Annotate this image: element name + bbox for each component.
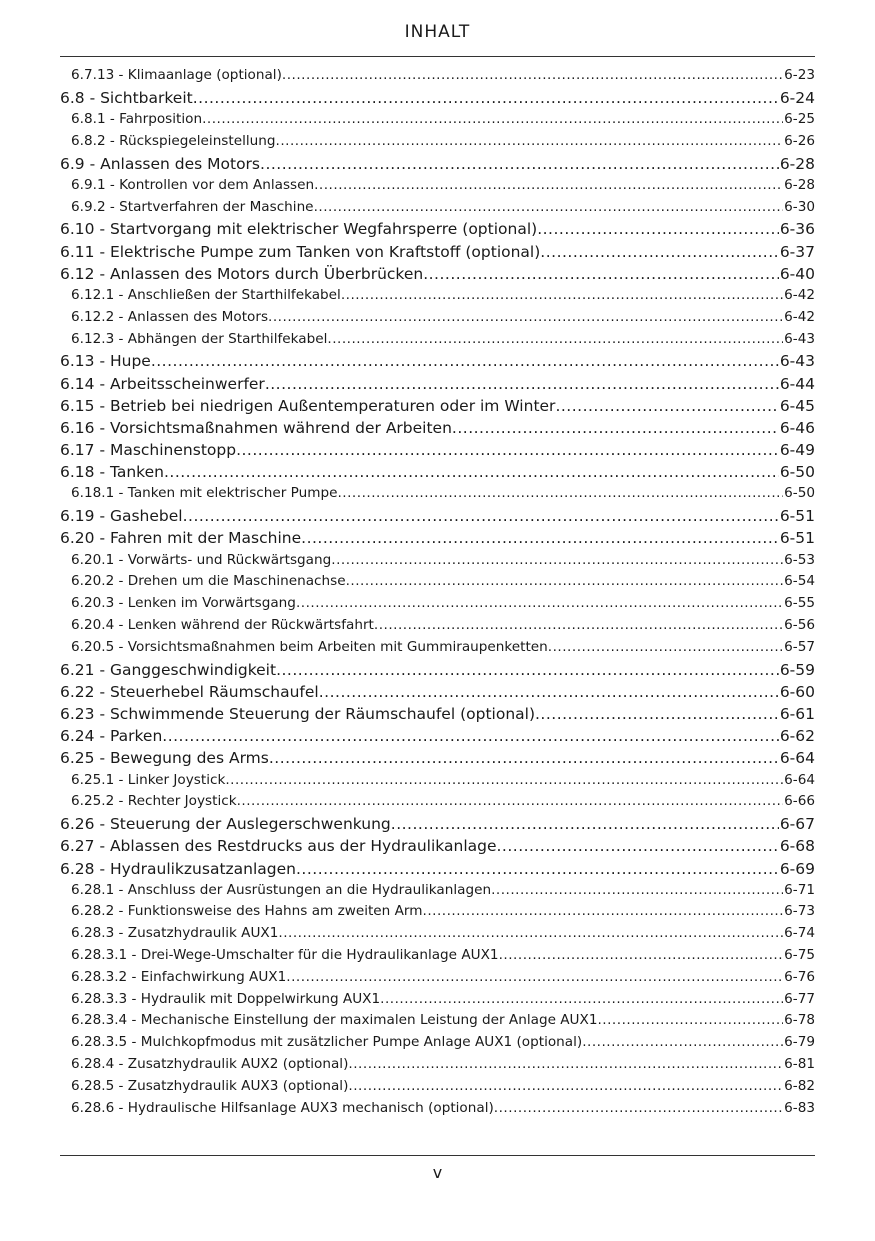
- toc-entry-title: 6.25.1 - Linker Joystick: [71, 771, 226, 788]
- toc-entry[interactable]: [60, 837, 815, 859]
- toc-entry-page: 6-74: [784, 925, 815, 942]
- dot-leader: [276, 133, 784, 149]
- table-of-contents: [60, 67, 815, 1121]
- toc-entry-title: 6.12 - Anlassen des Motors durch Überbrücken: [60, 264, 424, 283]
- toc-entry[interactable]: [60, 947, 815, 969]
- toc-entry-title: 6.28 - Hydraulikzusatzanlagen: [60, 859, 296, 878]
- toc-entry[interactable]: [60, 309, 815, 331]
- toc-entry[interactable]: [60, 133, 815, 155]
- toc-entry-title: 6.20.4 - Lenken während der Rückwärtsfahrt: [71, 617, 374, 633]
- toc-entry-page: 6-73: [784, 903, 815, 920]
- dot-leader: [269, 749, 779, 767]
- toc-entry-page: 6-44: [779, 374, 815, 393]
- toc-entry-page: 6-60: [779, 682, 815, 701]
- toc-entry-title: 6.18.1 - Tanken mit elektrischer Pumpe: [71, 485, 338, 502]
- toc-entry-title: 6.26 - Steuerung der Auslegerschwenkung: [60, 815, 391, 834]
- dot-leader: [164, 463, 779, 481]
- toc-entry-page: 6-23: [784, 67, 815, 83]
- toc-entry-page: 6-62: [779, 727, 815, 746]
- toc-entry[interactable]: [60, 89, 815, 111]
- toc-entry-page: 6-37: [779, 242, 815, 261]
- toc-entry-title: 6.8.1 - Fahrposition: [71, 110, 203, 127]
- dot-leader: [499, 947, 784, 963]
- toc-entry-page: 6-53: [784, 551, 815, 568]
- dot-leader: [265, 375, 779, 393]
- toc-entry[interactable]: [60, 749, 815, 771]
- dot-leader: [331, 552, 783, 568]
- toc-entry[interactable]: [60, 1012, 815, 1034]
- dot-leader: [423, 903, 784, 919]
- toc-entry-page: 6-51: [779, 507, 815, 526]
- dot-leader: [341, 287, 783, 303]
- dot-leader: [276, 661, 779, 679]
- toc-entry-title: 6.11 - Elektrische Pumpe zum Tanken von Kraftstoff (optional): [60, 242, 541, 261]
- toc-entry-title: 6.25.2 - Rechter Joystick: [71, 793, 237, 810]
- toc-entry-title: 6.25 - Bewegung des Arms: [60, 749, 269, 768]
- toc-entry-title: 6.28.3.2 - Einfachwirkung AUX1: [71, 968, 287, 985]
- toc-entry-title: 6.20.3 - Lenken im Vorwärtsgang: [71, 595, 296, 612]
- toc-entry-title: 6.28.3.1 - Drei-Wege-Umschalter für die Hydraulikanlage AUX1: [71, 947, 499, 964]
- dot-leader: [537, 220, 779, 238]
- toc-entry-title: 6.28.5 - Zusatzhydraulik AUX3 (optional): [71, 1077, 349, 1094]
- dot-leader: [597, 1012, 783, 1028]
- toc-entry-title: 6.27 - Ablassen des Restdrucks aus der Hydraulikanlage: [60, 837, 497, 856]
- dot-leader: [348, 1078, 783, 1094]
- dot-leader: [282, 67, 783, 83]
- dot-leader: [260, 155, 779, 173]
- toc-entry[interactable]: [60, 661, 815, 683]
- dot-leader: [548, 639, 783, 655]
- dot-leader: [423, 265, 779, 283]
- dot-leader: [286, 969, 783, 985]
- dot-leader: [380, 991, 783, 1007]
- dot-leader: [540, 243, 779, 261]
- toc-entry-page: 6-57: [784, 638, 815, 655]
- dot-leader: [327, 331, 783, 347]
- toc-entry-page: 6-46: [779, 418, 815, 437]
- toc-entry-page: 6-75: [784, 947, 815, 964]
- dot-leader: [348, 1056, 783, 1072]
- toc-entry[interactable]: [60, 1034, 815, 1056]
- toc-entry[interactable]: [60, 220, 815, 242]
- toc-entry-page: 6-78: [784, 1012, 815, 1029]
- page-number: v: [432, 1163, 443, 1182]
- toc-entry-page: 6-68: [779, 837, 815, 856]
- dot-leader: [202, 111, 783, 127]
- toc-entry[interactable]: [60, 595, 815, 617]
- toc-entry[interactable]: [60, 860, 815, 882]
- toc-entry-title: 6.9 - Anlassen des Motors: [60, 154, 261, 173]
- dot-leader: [346, 573, 784, 589]
- toc-entry[interactable]: [60, 772, 815, 794]
- dot-leader: [582, 1034, 783, 1050]
- toc-entry-page: 6-64: [779, 749, 815, 768]
- toc-entry-title: 6.18 - Tanken: [60, 463, 164, 482]
- toc-entry[interactable]: [60, 925, 815, 947]
- toc-entry-title: 6.20.5 - Vorsichtsmaßnahmen beim Arbeiten mit Gummiraupenketten: [71, 638, 548, 655]
- dot-leader: [296, 595, 783, 611]
- toc-entry[interactable]: [60, 485, 815, 507]
- toc-entry-title: 6.28.3.5 - Mulchkopfmodus mit zusätzlicher Pumpe Anlage AUX1 (optional): [71, 1034, 583, 1051]
- toc-entry-page: 6-25: [784, 110, 815, 127]
- dot-leader: [494, 1100, 783, 1116]
- dot-leader: [497, 837, 779, 855]
- dot-leader: [236, 441, 779, 459]
- toc-entry[interactable]: [60, 463, 815, 485]
- toc-entry-title: 6.23 - Schwimmende Steuerung der Räumschaufel (optional): [60, 704, 535, 723]
- footer-divider: [60, 1155, 815, 1156]
- dot-leader: [314, 177, 783, 193]
- toc-entry-page: 6-50: [779, 463, 815, 482]
- toc-entry-title: 6.12.2 - Anlassen des Motors: [71, 308, 269, 325]
- dot-leader: [278, 925, 783, 941]
- dot-leader: [183, 507, 779, 525]
- toc-entry[interactable]: [60, 617, 815, 639]
- toc-entry-title: 6.14 - Arbeitsscheinwerfer: [60, 374, 265, 393]
- toc-entry-page: 6-81: [784, 1056, 815, 1073]
- toc-entry[interactable]: [60, 419, 815, 441]
- toc-entry[interactable]: [60, 67, 815, 89]
- dot-leader: [162, 727, 779, 745]
- toc-entry-page: 6-43: [779, 352, 815, 371]
- toc-entry[interactable]: [60, 155, 815, 177]
- toc-entry[interactable]: [60, 793, 815, 815]
- toc-entry[interactable]: [60, 573, 815, 595]
- toc-entry[interactable]: [60, 639, 815, 661]
- toc-entry-title: 6.8.2 - Rückspiegeleinstellung: [71, 132, 276, 149]
- toc-entry-title: 6.9.2 - Startverfahren der Maschine: [71, 198, 314, 215]
- dot-leader: [319, 683, 779, 701]
- page-header: INHALT: [404, 22, 471, 42]
- toc-entry-page: 6-50: [784, 485, 815, 502]
- toc-entry-title: 6.7.13 - Klimaanlage (optional): [71, 67, 282, 83]
- toc-entry-title: 6.19 - Gashebel: [60, 507, 183, 526]
- toc-entry-page: 6-69: [779, 859, 815, 878]
- toc-entry[interactable]: [60, 507, 815, 529]
- toc-entry-title: 6.10 - Startvorgang mit elektrischer Wegfahrsperre (optional): [60, 220, 538, 239]
- toc-entry[interactable]: [60, 815, 815, 837]
- dot-leader: [452, 419, 779, 437]
- toc-entry-page: 6-64: [784, 771, 815, 788]
- toc-entry-title: 6.28.3 - Zusatzhydraulik AUX1: [71, 925, 279, 942]
- dot-leader: [374, 617, 783, 633]
- toc-entry[interactable]: [60, 1056, 815, 1078]
- toc-entry[interactable]: [60, 1100, 815, 1122]
- toc-entry-title: 6.9.1 - Kontrollen vor dem Anlassen: [71, 176, 315, 193]
- toc-entry-page: 6-26: [784, 132, 815, 149]
- toc-entry-title: 6.12.1 - Anschließen der Starthilfekabel: [71, 286, 341, 303]
- toc-entry-page: 6-56: [784, 617, 815, 633]
- dot-leader: [314, 199, 784, 215]
- toc-entry-page: 6-42: [784, 308, 815, 325]
- toc-entry[interactable]: [60, 243, 815, 265]
- toc-entry-page: 6-71: [784, 881, 815, 898]
- toc-entry-title: 6.28.1 - Anschluss der Ausrüstungen an die Hydraulikanlagen: [71, 881, 492, 898]
- toc-entry-page: 6-43: [784, 330, 815, 347]
- dot-leader: [193, 89, 779, 107]
- toc-entry-page: 6-45: [779, 396, 815, 415]
- dot-leader: [237, 793, 784, 809]
- dot-leader: [555, 397, 778, 415]
- dot-leader: [268, 309, 783, 325]
- toc-entry[interactable]: [60, 552, 815, 574]
- toc-entry-page: 6-67: [779, 815, 815, 834]
- toc-entry-title: 6.20.1 - Vorwärts- und Rückwärtsgang: [71, 551, 332, 568]
- toc-entry[interactable]: [60, 1078, 815, 1100]
- toc-entry-title: 6.28.3.4 - Mechanische Einstellung der maximalen Leistung der Anlage AUX1: [71, 1012, 598, 1029]
- toc-entry-title: 6.20 - Fahren mit der Maschine: [60, 529, 302, 548]
- toc-entry-title: 6.28.3.3 - Hydraulik mit Doppelwirkung AUX1: [71, 990, 381, 1007]
- dot-leader: [151, 352, 779, 370]
- toc-entry[interactable]: [60, 705, 815, 727]
- toc-entry[interactable]: [60, 903, 815, 925]
- toc-entry-page: 6-54: [784, 573, 815, 590]
- toc-entry-page: 6-83: [784, 1099, 815, 1116]
- toc-entry-page: 6-49: [779, 441, 815, 460]
- toc-entry-title: 6.21 - Ganggeschwindigkeit: [60, 660, 277, 679]
- toc-entry[interactable]: [60, 991, 815, 1013]
- toc-entry[interactable]: [60, 727, 815, 749]
- toc-entry-title: 6.24 - Parken: [60, 727, 163, 746]
- toc-entry-page: 6-36: [779, 220, 815, 239]
- toc-entry-page: 6-79: [784, 1034, 815, 1051]
- toc-entry[interactable]: [60, 683, 815, 705]
- dot-leader: [391, 815, 779, 833]
- toc-entry-title: 6.28.2 - Funktionsweise des Hahns am zweiten Arm: [71, 903, 423, 920]
- header-divider: [60, 56, 815, 57]
- toc-entry-title: 6.28.6 - Hydraulische Hilfsanlage AUX3 mechanisch (optional): [71, 1099, 494, 1116]
- toc-entry-title: 6.8 - Sichtbarkeit: [60, 88, 193, 107]
- toc-entry-title: 6.28.4 - Zusatzhydraulik AUX2 (optional): [71, 1056, 349, 1073]
- dot-leader: [491, 882, 783, 898]
- toc-entry-page: 6-42: [784, 286, 815, 303]
- toc-entry-page: 6-82: [784, 1077, 815, 1094]
- toc-entry[interactable]: [60, 441, 815, 463]
- toc-entry-page: 6-30: [784, 198, 815, 215]
- toc-entry[interactable]: [60, 352, 815, 374]
- dot-leader: [296, 860, 779, 878]
- toc-entry-title: 6.22 - Steuerhebel Räumschaufel: [60, 682, 319, 701]
- toc-entry-title: 6.16 - Vorsichtsmaßnahmen während der Arbeiten: [60, 418, 452, 437]
- toc-entry-title: 6.17 - Maschinenstopp: [60, 441, 237, 460]
- toc-entry[interactable]: [60, 177, 815, 199]
- toc-entry-title: 6.12.3 - Abhängen der Starthilfekabel: [71, 330, 328, 347]
- toc-entry-page: 6-51: [779, 529, 815, 548]
- toc-entry-page: 6-77: [784, 990, 815, 1007]
- toc-entry[interactable]: [60, 199, 815, 221]
- toc-entry[interactable]: [60, 287, 815, 309]
- toc-entry[interactable]: [60, 375, 815, 397]
- toc-entry[interactable]: [60, 969, 815, 991]
- dot-leader: [225, 772, 783, 788]
- toc-entry-title: 6.20.2 - Drehen um die Maschinenachse: [71, 573, 346, 590]
- dot-leader: [301, 529, 779, 547]
- toc-entry[interactable]: [60, 331, 815, 353]
- toc-entry-page: 6-28: [779, 154, 815, 173]
- dot-leader: [337, 485, 783, 501]
- toc-entry-page: 6-66: [784, 793, 815, 810]
- toc-entry-page: 6-61: [779, 704, 815, 723]
- toc-entry-page: 6-76: [784, 968, 815, 985]
- toc-entry[interactable]: [60, 111, 815, 133]
- toc-entry-page: 6-28: [784, 176, 815, 193]
- toc-entry-title: 6.13 - Hupe: [60, 352, 151, 371]
- toc-entry-title: 6.15 - Betrieb bei niedrigen Außentemperaturen oder im Winter: [60, 396, 556, 415]
- toc-entry[interactable]: [60, 265, 815, 287]
- toc-entry-page: 6-55: [784, 595, 815, 612]
- toc-entry[interactable]: [60, 529, 815, 551]
- toc-entry-page: 6-24: [779, 88, 815, 107]
- dot-leader: [535, 705, 779, 723]
- toc-entry-page: 6-40: [779, 264, 815, 283]
- toc-entry[interactable]: [60, 882, 815, 904]
- toc-entry[interactable]: [60, 397, 815, 419]
- toc-entry-page: 6-59: [779, 660, 815, 679]
